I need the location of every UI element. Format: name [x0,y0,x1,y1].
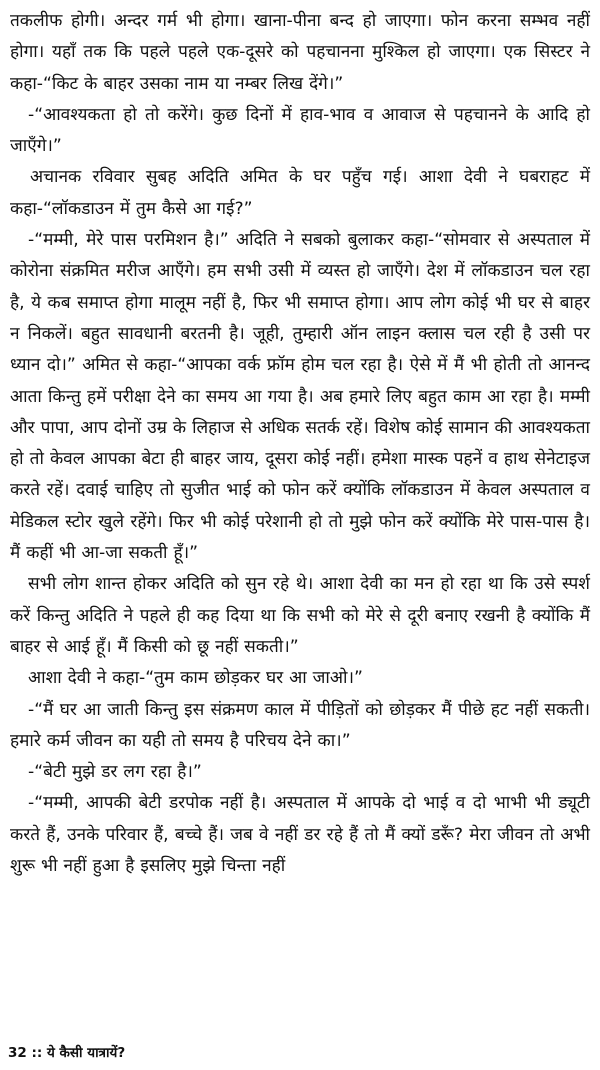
paragraph: सभी लोग शान्त होकर अदिति को सुन रहे थे। आशा देवी का मन हो रहा था कि उसे स्पर्श करें किन्तु अदिति ने पहले ही कह दिया था कि सभी को मेरे से दूरी बनाए रखनी है क्योंकि मैं बाहर से आई हूँ। मैं किसी को छू नहीं सकती।” [10,574,590,657]
paragraph: -“मम्मी, मेरे पास परमिशन है।” अदिति ने सबको बुलाकर कहा-“सोमवार से अस्पताल में कोरोना संक्रमित मरीज आएँगे। हम सभी उसी में व्यस्त हो जाएँगे। देश में लॉकडाउन चल रहा है, ये कब समाप्त होगा मालूम नहीं है, फिर भी समाप्त होगा। आप लोग कोई भी घर से बाहर न निकलें। बहुत सावधानी बरतनी है। जूही, तुम्हारी ऑन लाइन क्लास चल रही है उसी पर ध्यान दो।” अमित से कहा-“आपका वर्क फ्रॉम होम चल रहा है। ऐसे में मैं भी होती तो आनन्द आता किन्तु हमें परीक्षा देने का समय आ गया है। अब हमारे लिए बहुत काम आ रहा है। मम्मी और पापा, आप दोनों उम्र के लिहाज से अधिक सतर्क रहें। विशेष कोई सामान की आवश्यकता हो तो केवल आपका बेटा ही बाहर जाय, दूसरा कोई नहीं। हमेशा मास्क पहनें व हाथ सेनेटाइज करते रहें। दवाई चाहिए तो सुजीत भाई को फोन करें क्योंकि लॉकडाउन में केवल अस्पताल व मेडिकल स्टोर खुले रहेंगे। फिर भी कोई परेशानी हो तो मुझे फोन करें क्योंकि मेरे पास-पास है। मैं कहीं भी आ-जा सकती हूँ।” [10,230,590,564]
paragraph: -“मैं घर आ जाती किन्तु इस संक्रमण काल में पीड़ितों को छोड़कर मैं पीछे हट नहीं सकती। हमारे कर्म जीवन का यही तो समय है परिचय देने का।” [10,699,590,751]
page-footer [8,1043,125,1061]
book-title: ये कैसी यात्रायें? [47,1045,126,1061]
paragraph: आशा देवी ने कहा-“तुम काम छोड़कर घर आ जाओ।” [28,668,363,689]
page-body-text [10,6,590,882]
footer-separator: :: [31,1045,43,1061]
page-number: 32 [8,1045,27,1061]
paragraph: -“बेटी मुझे डर लग रहा है।” [28,762,202,783]
paragraph: -“मम्मी, आपकी बेटी डरपोक नहीं है। अस्पताल में आपके दो भाई व दो भाभी भी ड्यूटी करते हैं, उनके परिवार हैं, बच्चे हैं। जब वे नहीं डर रहे हैं तो मैं क्यों डरूँ? मेरा जीवन तो अभी शुरू भी नहीं हुआ है इसलिए मुझे चिन्ता नहीं [10,793,590,877]
paragraph: तकलीफ होगी। अन्दर गर्म भी होगा। खाना-पीना बन्द हो जाएगा। फोन करना सम्भव नहीं होगा। यहाँ तक कि पहले पहले एक-दूसरे को पहचानना मुश्किल हो जाएगा। एक सिस्टर ने कहा-“किट के बाहर उसका नाम या नम्बर लिख देंगे।” [10,11,590,94]
paragraph: -“आवश्यकता हो तो करेंगे। कुछ दिनों में हाव-भाव व आवाज से पहचानने के आदि हो जाएँगे।” [10,104,590,157]
paragraph: अचानक रविवार सुबह अदिति अमित के घर पहुँच गई। आशा देवी ने घबराहट में कहा-“लॉकडाउन में तुम कैसे आ गई?” [10,167,590,219]
